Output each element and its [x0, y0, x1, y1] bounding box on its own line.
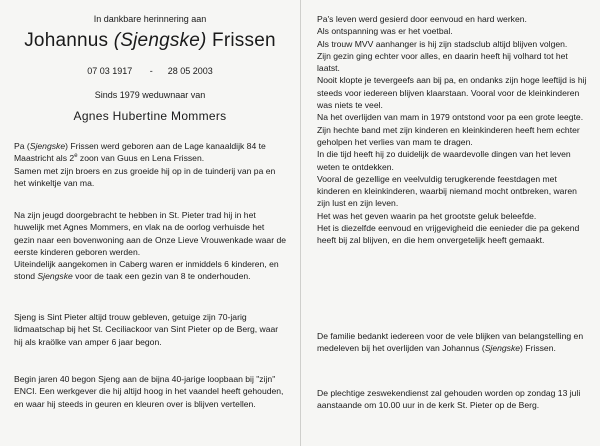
birth-date: 07 03 1917 — [87, 66, 133, 76]
first-name: Johannus — [24, 30, 109, 51]
text-run: Pa ( — [14, 141, 30, 151]
life-dates — [14, 65, 286, 77]
text-run: ) Frissen werd geboren aan de Lage kanaaldijk 84 te Maastricht als 2 — [14, 141, 266, 164]
text-run: De familie bedankt iedereen voor de vele blijken van belangstelling en medeleven bij het overlijden van Johannus ( — [317, 331, 584, 354]
text-run: Uiteindelijk aangekomen in Caberg waren er inmiddels 6 kinderen, en stond — [14, 259, 279, 282]
paragraph-line: Pa's leven werd gesierd door eenvoud en hard werken. — [317, 14, 527, 24]
nickname-italic: Sjengske — [484, 343, 521, 354]
nickname-italic: Sjengske — [29, 141, 66, 151]
paragraph-line: In die tijd heeft hij zo duidelijk de waardevolle dingen van het leven weten te ontdekken. — [317, 149, 571, 172]
paragraph-line: Als ontspanning was er het voetbal. — [317, 26, 453, 37]
deceased-name — [14, 30, 286, 52]
paragraph-career: Begin jaren 40 begon Sjeng aan de bijna 40-jarige loopbaan bij "zijn" ENCI. Een werkgever die hij altijd hoog in het vaandel heeft gehouden, en waar hij steeds in geuren en kleuren over is blijven vertellen. — [14, 374, 284, 409]
text-run: ) Frissen. — [520, 343, 556, 354]
death-date: 28 05 2003 — [167, 66, 213, 76]
paragraph-line: Het was het geven waarin pa het grootste geluk beleefde. — [317, 210, 537, 221]
text-run: voor de taak een gezin van 8 te onderhouden. — [72, 271, 251, 282]
paragraph-line: Na zijn jeugd doorgebracht te hebben in St. Pieter trad hij in het huwelijk met Agnes Mommers, en vlak na de oorlog verhuisde het gezin naar een bovenwoning aan de Onze Lieve Vrouwenkade waar de eerste kinderen geboren werden. — [14, 210, 287, 257]
paragraph-birth — [14, 140, 286, 189]
thanks-paragraph — [317, 330, 591, 355]
paragraph-line: Na het overlijden van mam in 1979 ontstond voor pa een grote leegte. Zijn hechte band met zijn kinderen en kleinkinderen heeft hem echter geholpen het verlies van mam te dragen. — [317, 112, 584, 147]
paragraph-line: Zijn gezin ging echter voor alles, en daarin heeft hij volhard tot het laatst. — [317, 50, 568, 74]
fold-line — [300, 0, 301, 446]
superscript: e — [74, 153, 78, 160]
paragraph-line: Nooit klopte je tevergeefs aan bij pa, en ondanks zijn hoge leeftijd is hij steeds voor iedereen blijven klaarstaan. Vooral voor de kleinkinderen was niets te veel. — [317, 75, 587, 111]
paragraph-line — [317, 330, 591, 355]
life-paragraphs — [317, 13, 591, 247]
nickname: (Sjengske) — [113, 30, 207, 51]
last-name: Frissen — [212, 30, 276, 51]
paragraph-marriage — [14, 209, 286, 283]
service-paragraph: De plechtige zeswekendienst zal gehouden worden op zondag 13 juli aanstaande om 10.00 uur in de kerk St. Pieter op de Berg. — [317, 388, 581, 411]
paragraph-line — [14, 258, 286, 283]
paragraph-line: Als trouw MVV aanhanger is hij zijn stadsclub altijd blijven volgen. — [317, 38, 568, 49]
date-dash: - — [149, 66, 153, 76]
paragraph-line — [14, 140, 286, 165]
paragraph-line: Het is diezelfde eenvoud en vrijgevigheid die eenieder die pa gekend heeft bij zal blijven, en die hem onvergetelijk heeft gemaakt. — [317, 223, 580, 246]
spouse-name: Agnes Hubertine Mommers — [73, 109, 227, 123]
nickname-italic: Sjengske — [37, 271, 73, 282]
paragraph-line: Samen met zijn broers en zus groeide hij op in de tuinderij van pa en het winkeltje van ma. — [14, 165, 276, 188]
paragraph-choir: Sjeng is Sint Pieter altijd trouw gebleven, getuige zijn 70-jarig lidmaatschap bij het St. Ceciliackoor van Sint Pieter op de Berg, waar hij als kraölke van amper 6 jaar begon. — [14, 312, 279, 347]
paragraph-line: Vooral de gezellige en veelvuldig terugkerende feestdagen met kinderen en kleinkinderen, waarbij niemand mocht ontbreken, waren zijn lust en zijn leven. — [317, 173, 577, 209]
widower-line: Sinds 1979 weduwnaar van — [94, 90, 206, 100]
text-run: zoon van Guus en Lena Frissen. — [77, 153, 205, 164]
intro-line: In dankbare herinnering aan — [93, 14, 207, 24]
